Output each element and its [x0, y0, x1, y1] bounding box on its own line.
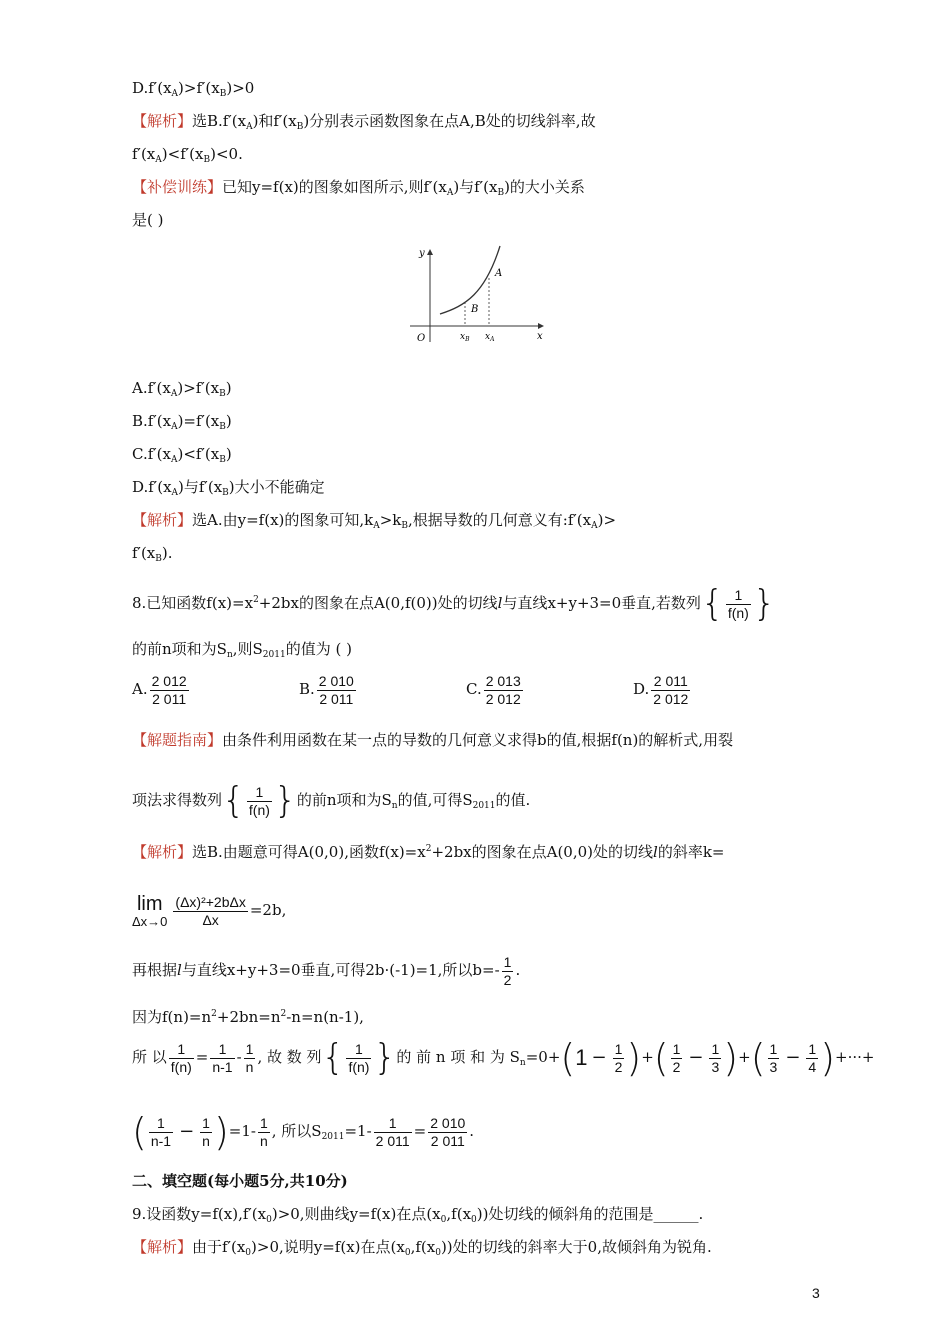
text: 的 前 n 项 和 为 S: [396, 1048, 520, 1066]
denominator: 2 012: [485, 690, 521, 707]
numerator: 1: [672, 1040, 681, 1057]
text: =: [195, 1048, 209, 1066]
text: )>: [597, 511, 617, 529]
subscript: 0: [440, 1215, 447, 1225]
plus-sign: +: [641, 1048, 654, 1066]
choice-b: [132, 410, 232, 438]
subscript: B: [222, 488, 229, 498]
graph-label-xb: $x_B$: [460, 332, 470, 343]
left-brace: {: [222, 780, 245, 821]
text: 项法求得数列: [132, 791, 223, 809]
text: ,f(x: [446, 1205, 472, 1223]
supplement-tag: 【补偿训练】: [132, 178, 223, 196]
numerator: 1: [503, 953, 512, 970]
subscript: A: [171, 89, 179, 99]
denominator: 2: [614, 1058, 623, 1075]
subscript: 2011: [321, 1132, 345, 1142]
denominator: f(n): [348, 1058, 370, 1075]
fraction: [150, 673, 189, 708]
fraction: [169, 1041, 194, 1076]
text: )=f′(x: [177, 412, 220, 430]
question-8-line-2: [132, 638, 352, 666]
text: ))处切线的倾斜角的范围是______.: [476, 1205, 704, 1223]
superscript: 2: [211, 1009, 217, 1019]
minus-sign: −: [179, 1121, 195, 1142]
text: , 所以S: [271, 1122, 322, 1140]
text: 由于f′(x: [192, 1238, 246, 1256]
fraction: [651, 673, 690, 708]
choice-label: C.: [466, 680, 482, 698]
denominator: 2 012: [653, 690, 689, 707]
analysis-tag: 【解析】: [132, 843, 193, 861]
numerator: 1: [259, 1114, 268, 1131]
numerator: 1: [247, 784, 272, 802]
analysis-2-line-2: [132, 542, 173, 570]
text: ): [225, 445, 232, 463]
line-l: l: [653, 843, 658, 861]
text: )与f′(x: [453, 178, 498, 196]
subscript: A: [170, 455, 178, 465]
text: ,根据导数的几何意义有:f′(x: [408, 511, 592, 529]
text: )和f′(x: [252, 112, 297, 130]
text: 9.设函数y=f(x),f′(x: [132, 1205, 267, 1223]
fraction: [502, 954, 514, 989]
section-heading: 二、填空题(每小题5分,共10分): [132, 1172, 348, 1190]
analysis-tag: 【解析】: [132, 112, 193, 130]
subscript: n: [226, 650, 233, 660]
subscript: A: [591, 521, 598, 531]
fraction: [428, 1115, 467, 1150]
subscript: B: [219, 455, 226, 465]
fraction: [244, 1041, 256, 1076]
fraction: [671, 1041, 683, 1076]
text: )分别表示函数图象在点A,B处的切线斜率,故: [303, 112, 596, 130]
fraction: [200, 1115, 212, 1150]
denominator: 2: [503, 971, 512, 988]
fraction: [173, 894, 247, 929]
numerator: 1: [210, 1041, 234, 1059]
graph-label-a: A: [495, 268, 503, 279]
subscript: B: [155, 554, 162, 564]
supplement-training-line-1: [132, 176, 585, 204]
fraction: [613, 1041, 625, 1076]
analysis-1-line-2: [132, 143, 243, 171]
text: f′(x: [132, 544, 156, 562]
minus-sign: −: [785, 1047, 801, 1068]
numerator: 2 013: [485, 672, 521, 689]
supplement-training-line-2: [132, 209, 163, 231]
analysis-1-line-1: [132, 110, 596, 138]
subscript: n: [391, 801, 398, 811]
fraction: [484, 673, 523, 708]
superscript: 2: [280, 1009, 287, 1019]
text: .: [515, 961, 521, 979]
numerator: 2 010: [318, 672, 354, 689]
lim-subscript: Δx→0: [132, 914, 168, 929]
denominator: n: [245, 1058, 254, 1075]
subscript: B: [219, 89, 227, 99]
numerator: 1: [726, 587, 751, 605]
graph-label-x: x: [537, 331, 543, 342]
numerator: 1: [149, 1115, 173, 1133]
fraction: [210, 1041, 234, 1076]
right-paren: ): [626, 1036, 642, 1080]
numerator: 1: [769, 1040, 778, 1057]
solution-guide-line-1: [132, 729, 733, 751]
numerator: 1: [808, 1040, 817, 1057]
subscript: A: [170, 389, 178, 399]
numerator: 1: [169, 1041, 194, 1059]
denominator: n: [259, 1132, 268, 1149]
subscript: 0: [435, 1248, 441, 1258]
subscript: 0: [266, 1215, 272, 1225]
left-paren: (: [132, 1110, 147, 1154]
text: .: [469, 1122, 475, 1140]
choice-c: [132, 443, 232, 471]
left-paren: (: [750, 1036, 766, 1080]
text: 的值.: [495, 791, 531, 809]
text: 由条件利用函数在某一点的导数的几何意义求得b的值,根据f(n)的解析式,用裂: [222, 731, 734, 749]
numerator: 1: [374, 1115, 412, 1133]
text: 与直线x+y+3=0垂直,可得2b·(-1)=1,所以b=-: [181, 961, 500, 979]
left-paren: (: [653, 1036, 669, 1080]
subscript: B: [401, 521, 409, 531]
subscript: 0: [404, 1248, 411, 1258]
right-brace: }: [273, 780, 297, 821]
text: 再根据: [132, 961, 178, 979]
text: ,则S: [232, 640, 263, 658]
text: )>0,则曲线y=f(x)在点(x: [271, 1205, 441, 1223]
text: -n=n(n-1),: [286, 1008, 364, 1026]
minus-sign: −: [688, 1047, 704, 1068]
right-paren: ): [213, 1110, 229, 1154]
subscript: n: [519, 1058, 526, 1068]
q8-choice-a: [132, 670, 191, 708]
subscript: A: [155, 155, 162, 165]
fraction: [806, 1041, 818, 1076]
minus-sign: −: [591, 1047, 607, 1068]
numerator: 2 012: [151, 672, 187, 689]
fraction: [374, 1115, 412, 1150]
text: 选B.由题意可得A(0,0),函数f(x)=x: [192, 843, 426, 861]
graph-label-y: y: [419, 248, 425, 259]
left-paren: (: [560, 1036, 576, 1080]
denominator: Δx: [202, 911, 219, 928]
denominator: n: [202, 1132, 210, 1149]
text: 所 以: [132, 1048, 167, 1066]
text: ): [225, 412, 232, 430]
analysis-3-line-6: [132, 1108, 474, 1160]
denominator: 3: [711, 1058, 720, 1075]
analysis-3-line-1: [132, 838, 725, 863]
text: )<0.: [210, 145, 243, 163]
analysis-tag: 【解析】: [132, 1238, 193, 1256]
analysis-tag: 【解析】: [132, 511, 193, 529]
guide-tag: 【解题指南】: [132, 731, 223, 749]
choice-label: B.: [299, 680, 315, 698]
subscript: B: [219, 422, 226, 432]
fraction: [317, 673, 356, 708]
question-8-line-1: [132, 578, 776, 625]
text: +2bx的图象在点A(0,f(0))处的切线: [258, 594, 498, 612]
text: A.f′(x: [132, 379, 171, 397]
text: +···+: [835, 1048, 875, 1066]
text: , 故 数 列: [257, 1048, 322, 1066]
text: )>f′(x: [177, 379, 220, 397]
text: 的值,可得S: [397, 791, 473, 809]
subscript: B: [219, 389, 226, 399]
q8-choice-c: [466, 670, 525, 708]
subscript: B: [497, 188, 505, 198]
numerator: 1: [202, 1114, 210, 1131]
denominator: 2 011: [430, 1132, 465, 1149]
analysis-3-limit: [132, 886, 286, 934]
subscript: A: [246, 122, 253, 132]
graph-label-xa: $x_A$: [485, 332, 495, 343]
text: +2bx的图象在点A(0,0)处的切线: [431, 843, 654, 861]
fraction: [247, 784, 272, 819]
text: =2b,: [249, 901, 287, 919]
right-brace: }: [752, 583, 776, 624]
right-paren: ): [723, 1036, 739, 1080]
numerator: 1: [711, 1040, 720, 1057]
denominator: 2 011: [319, 690, 354, 707]
text: )的大小关系: [504, 178, 585, 196]
text: >k: [379, 511, 402, 529]
analysis-3-line-4: [132, 1003, 364, 1028]
function-graph: [405, 244, 550, 344]
text: ))处的切线的斜率大于0,故倾斜角为锐角.: [440, 1238, 712, 1256]
numerator: 2 010: [430, 1114, 466, 1131]
graph-label-b: B: [471, 304, 479, 315]
subscript: A: [373, 521, 380, 531]
choice-d: [132, 476, 325, 504]
fraction: [726, 587, 751, 622]
text: C.f′(x: [132, 445, 171, 463]
text: ,f(x: [410, 1238, 436, 1256]
numerator: (Δx)²+2bΔx: [175, 893, 246, 910]
text: )>0: [226, 79, 255, 97]
option-d-prev: [132, 77, 254, 105]
numerator: 1: [346, 1041, 371, 1059]
fraction: [709, 1041, 721, 1076]
denominator: f(n): [248, 801, 270, 818]
fraction: [258, 1115, 270, 1150]
text: 选B.f′(x: [192, 112, 247, 130]
text: =0+: [525, 1048, 561, 1066]
subscript: 0: [471, 1215, 477, 1225]
denominator: 2: [672, 1058, 681, 1075]
text: )与f′(x: [178, 478, 223, 496]
text: 因为f(n)=n: [132, 1008, 212, 1026]
text: ).: [161, 544, 173, 562]
denominator: n-1: [212, 1058, 233, 1075]
text: 选A.由y=f(x)的图象可知,k: [192, 511, 374, 529]
line-l: l: [177, 961, 182, 979]
text: 的斜率k=: [657, 843, 725, 861]
text: =1-: [344, 1122, 372, 1140]
subscript: 0: [245, 1248, 252, 1258]
denominator: f(n): [727, 604, 749, 621]
text: B.f′(x: [132, 412, 172, 430]
text: 的前n项和为S: [296, 791, 392, 809]
analysis-3-line-5: [132, 1034, 874, 1086]
fraction: [768, 1041, 780, 1076]
text: )>f′(x: [178, 79, 220, 97]
denominator: n-1: [150, 1132, 172, 1149]
text: 的值为 ( ): [285, 640, 352, 658]
text: 与直线x+y+3=0垂直,若数列: [502, 594, 701, 612]
q8-choice-b: [299, 670, 358, 708]
analysis-3-line-3: [132, 950, 520, 990]
text: )大小不能确定: [228, 478, 325, 496]
denominator: f(n): [170, 1058, 192, 1075]
superscript: 2: [253, 595, 259, 605]
text: =1-: [228, 1122, 256, 1140]
text: 已知y=f(x)的图象如图所示,则f′(x: [222, 178, 447, 196]
lim-word: lim: [136, 893, 163, 915]
subscript: 2011: [472, 801, 496, 811]
right-brace: }: [373, 1037, 397, 1078]
analysis-4: [132, 1236, 712, 1264]
choice-label: A.: [132, 680, 148, 698]
text: )<f′(x: [177, 445, 220, 463]
analysis-2-line-1: [132, 509, 616, 537]
denominator: 2 011: [152, 690, 187, 707]
subscript: B: [203, 155, 211, 165]
text: 是( ): [132, 211, 164, 229]
text: -: [236, 1048, 242, 1066]
text: D.f′(x: [132, 79, 172, 97]
line-l: l: [497, 594, 503, 612]
choice-a: [132, 377, 232, 405]
fraction: [149, 1115, 173, 1150]
numerator: 1: [245, 1040, 254, 1057]
one: 1: [575, 1045, 588, 1070]
subscript: 2011: [262, 650, 286, 660]
text: )>0,说明y=f(x)在点(x: [251, 1238, 405, 1256]
plus-sign: +: [738, 1048, 751, 1066]
numerator: 2 011: [651, 673, 690, 691]
left-brace: {: [321, 1037, 345, 1078]
solution-guide-line-2: [132, 778, 530, 828]
subscript: A: [171, 422, 178, 432]
text: f′(x: [132, 145, 156, 163]
curve: [440, 246, 503, 314]
denominator: 3: [769, 1058, 778, 1075]
subscript: B: [296, 122, 304, 132]
limit: [132, 893, 167, 929]
text: ): [225, 379, 232, 397]
denominator: 4: [808, 1058, 817, 1075]
choice-label: D.: [633, 680, 650, 698]
text: =: [413, 1122, 427, 1140]
text: +2bn=n: [216, 1008, 281, 1026]
left-brace: {: [700, 583, 724, 624]
text: )<f′(x: [161, 145, 204, 163]
page-number: 3: [812, 1285, 820, 1301]
right-paren: ): [820, 1036, 836, 1080]
subscript: A: [446, 188, 454, 198]
superscript: 2: [425, 844, 432, 854]
text: D.f′(x: [132, 478, 172, 496]
graph-label-origin: O: [417, 333, 426, 344]
subscript: A: [171, 488, 179, 498]
text: 8.已知函数f(x)=x: [132, 594, 254, 612]
denominator: 2 011: [375, 1132, 410, 1149]
fraction: [346, 1041, 371, 1076]
numerator: 1: [614, 1040, 623, 1057]
text: 的前n项和为S: [132, 640, 227, 658]
question-9: [132, 1203, 703, 1231]
q8-choice-d: [633, 670, 692, 708]
